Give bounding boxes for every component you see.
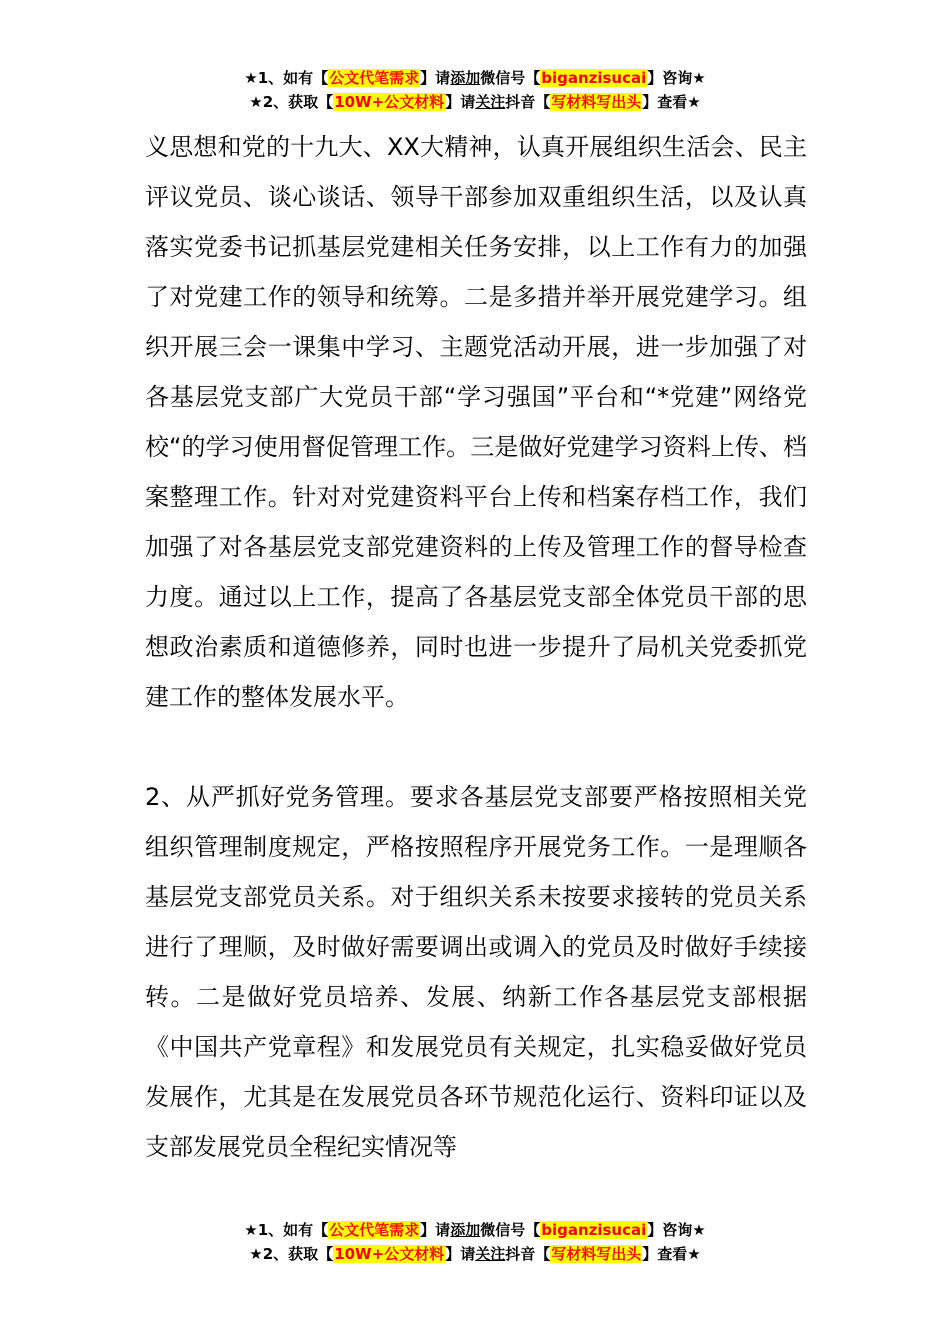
footer-highlight-materials: 10W+公文材料 (334, 1245, 445, 1263)
footer-line-1-suffix: 】咨询★ (647, 1221, 706, 1239)
footer-line-1-mid1: 】请 (420, 1221, 451, 1239)
header-line-1-prefix: ★1、如有【 (244, 69, 329, 87)
header-line-1-mid1: 】请 (420, 69, 451, 87)
header-highlight-wechat-id: biganzisucai (541, 69, 647, 87)
footer-line-1-prefix: ★1、如有【 (244, 1221, 329, 1239)
header-line-1-suffix: 】咨询★ (647, 69, 706, 87)
footer-underlined-follow: 关注 (475, 1245, 506, 1263)
body-paragraph-2: 2、从严抓好党务管理。要求各基层党支部要严格按照相关党组织管理制度规定，严格按照程序开展党务工作。一是理顺各基层党支部党员关系。对于组织关系未按要求接转的党员关系进行了理顺，及时做好需要调出或调入的党员及时做好手续接转。二是做好党员培养、发展、纳新工作各基层党支部根据《中国共产党章程》和发展党员有关规定，扎实稳妥做好党员发展作，尤其是在发展党员各环节规范化运行、资料印证以及支部发展党员全程纪实情况等 (145, 783, 807, 1161)
footer-line-2-suffix: 】查看★ (642, 1245, 701, 1263)
footer-line-1-mid2: 微信号【 (480, 1221, 541, 1239)
footer-line-2 (0, 1242, 950, 1266)
header-banner (0, 66, 950, 114)
footer-banner (0, 1218, 950, 1266)
header-highlight-materials: 10W+公文材料 (334, 93, 445, 111)
header-underlined-add: 添加 (450, 69, 481, 87)
footer-highlight-service: 公文代笔需求 (329, 1221, 420, 1239)
header-line-2-suffix: 】查看★ (642, 93, 701, 111)
header-highlight-douyin: 写材料写出头 (551, 93, 642, 111)
header-line-2 (0, 90, 950, 114)
header-highlight-service: 公文代笔需求 (329, 69, 420, 87)
footer-highlight-wechat-id: biganzisucai (541, 1221, 647, 1239)
header-line-1-mid2: 微信号【 (480, 69, 541, 87)
body-paragraph-1: 义思想和党的十九大、XX大精神，认真开展组织生活会、民主评议党员、谈心谈话、领导干部参加双重组织生活，以及认真落实党委书记抓基层党建相关任务安排，以上工作有力的加强了对党建工作的领导和统筹。二是多措并举开展党建学习。组织开展三会一课集中学习、主题党活动开展，进一步加强了对各基层党支部广大党员干部“学习强国”平台和“*党建”网络党校“的学习使用督促管理工作。三是做好党建学习资料上传、档案整理工作。针对对党建资料平台上传和档案存档工作，我们加强了对各基层党支部党建资料的上传及管理工作的督导检查力度。通过以上工作，提高了各基层党支部全体党员干部的思想政治素质和道德修养，同时也进一步提升了局机关党委抓党建工作的整体发展水平。 (145, 133, 807, 711)
footer-line-2-mid2: 抖音【 (505, 1245, 551, 1263)
footer-line-1 (0, 1218, 950, 1242)
footer-line-2-mid1: 】请 (445, 1245, 476, 1263)
header-line-2-mid2: 抖音【 (505, 93, 551, 111)
header-line-2-prefix: ★2、获取【 (249, 93, 334, 111)
footer-underlined-add: 添加 (450, 1221, 481, 1239)
document-body (145, 122, 807, 1172)
footer-line-2-prefix: ★2、获取【 (249, 1245, 334, 1263)
footer-highlight-douyin: 写材料写出头 (551, 1245, 642, 1263)
header-line-1 (0, 66, 950, 90)
header-underlined-follow: 关注 (475, 93, 506, 111)
paragraph-spacer (145, 722, 807, 772)
header-line-2-mid1: 】请 (445, 93, 476, 111)
